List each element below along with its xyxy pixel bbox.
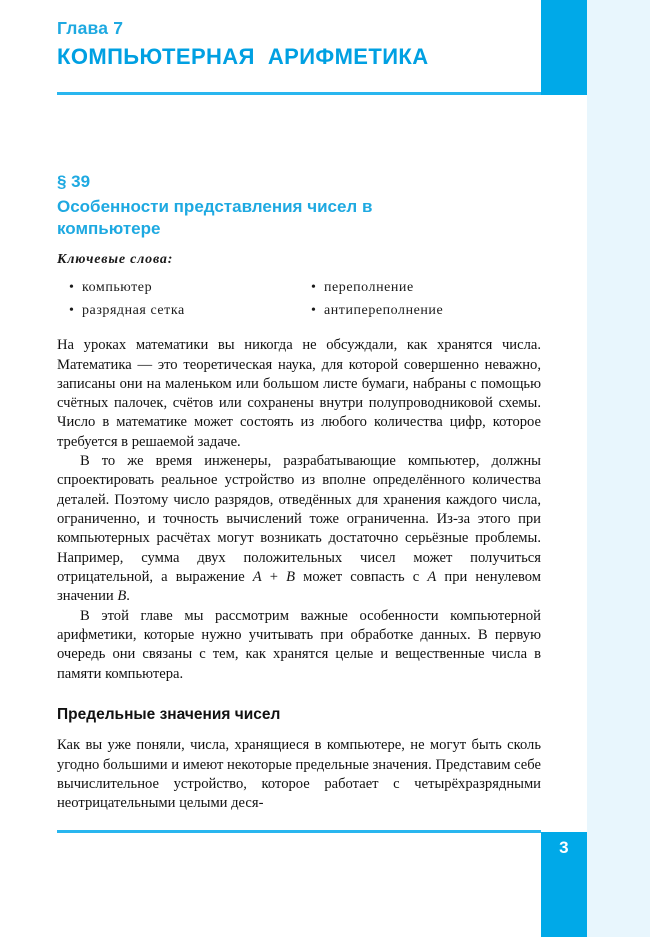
keywords-list (57, 277, 541, 322)
chapter-header (57, 18, 541, 70)
bullet-icon: • (69, 279, 75, 295)
chapter-title: КОМПЬЮТЕРНАЯ АРИФМЕТИКА (57, 44, 429, 69)
right-tint-column (587, 0, 650, 937)
section-header (57, 171, 541, 239)
bullet-icon: • (311, 279, 317, 295)
bullet-icon: • (311, 302, 317, 318)
keyword-item (299, 277, 541, 300)
section-number: § 39 (57, 172, 91, 192)
page-number: 3 (559, 838, 569, 857)
page-content (57, 0, 541, 814)
section-title: Особенности представления чисел в компьютере (57, 196, 373, 238)
body-text (57, 336, 541, 684)
math-variable-b: B (286, 569, 296, 586)
keyword-label: переполнение (324, 279, 414, 295)
keyword-label: компьютер (82, 279, 153, 295)
math-operator: + (261, 569, 287, 586)
math-variable-b: B (117, 588, 127, 605)
keyword-item (57, 300, 299, 323)
bullet-icon: • (69, 302, 75, 318)
paragraph-text: может совпасть с (295, 569, 428, 586)
subsection-heading: Предельные значения чисел (57, 706, 281, 724)
paragraph: В этой главе мы рассмотрим важные особенности компьютерной арифметики, которые нужно учитывать при обработке данных. В первую очередь они связаны с тем, как хранятся целые и вещественные числа в памяти компьютера. (57, 607, 541, 682)
math-variable-a: A (252, 569, 262, 586)
keywords-column-left (57, 277, 299, 322)
paragraph-text: . (126, 588, 130, 605)
paragraph (57, 452, 541, 607)
subsection-body-text (57, 736, 541, 813)
keyword-item (57, 277, 299, 300)
math-variable-a: A (427, 569, 437, 586)
keywords-label: Ключевые слова: (57, 251, 174, 267)
keyword-label: разрядная сетка (82, 302, 185, 318)
header-accent-tab (541, 0, 587, 95)
chapter-number: Глава 7 (57, 18, 124, 38)
keyword-label: антипереполнение (324, 302, 444, 318)
keywords-column-right (299, 277, 541, 322)
paragraph: На уроках математики вы никогда не обсуждали, как хранятся числа. Математика — это теоретическая наука, для которой совершенно неважно, записаны они на маленьком или большом листе бумаги, набраны с помощью счётных палочек, счётов или сохранены внутри полупроводниковой схемы. Число в математике может состоять из любого количества цифр, которое требуется в решаемой задаче. (57, 337, 541, 450)
keyword-item (299, 300, 541, 323)
paragraph-text: при ненулевом значении (57, 569, 541, 605)
paragraph: Как вы уже поняли, числа, хранящиеся в компьютере, не могут быть сколь угодно большими и имеют некоторые предельные значения. Представим себе вычислительное устройство, которое работает с четырёхразрядными неотрицательными целыми деся- (57, 737, 541, 812)
footer-rule (57, 830, 541, 833)
paragraph-text: В то же время инженеры, разрабатывающие компьютер, должны спроектировать реальное устройство из вполне определённого количества деталей. Поэтому число разрядов, отведённых для хранения каждого числа, ограниченно, и точность вычислений тоже ограниченна. Из-за этого при компьютерных расчётах могут возникать достаточно серьёзные проблемы. Например, сумма двух положительных чисел может получиться отрицательной, а выражение (57, 453, 541, 586)
